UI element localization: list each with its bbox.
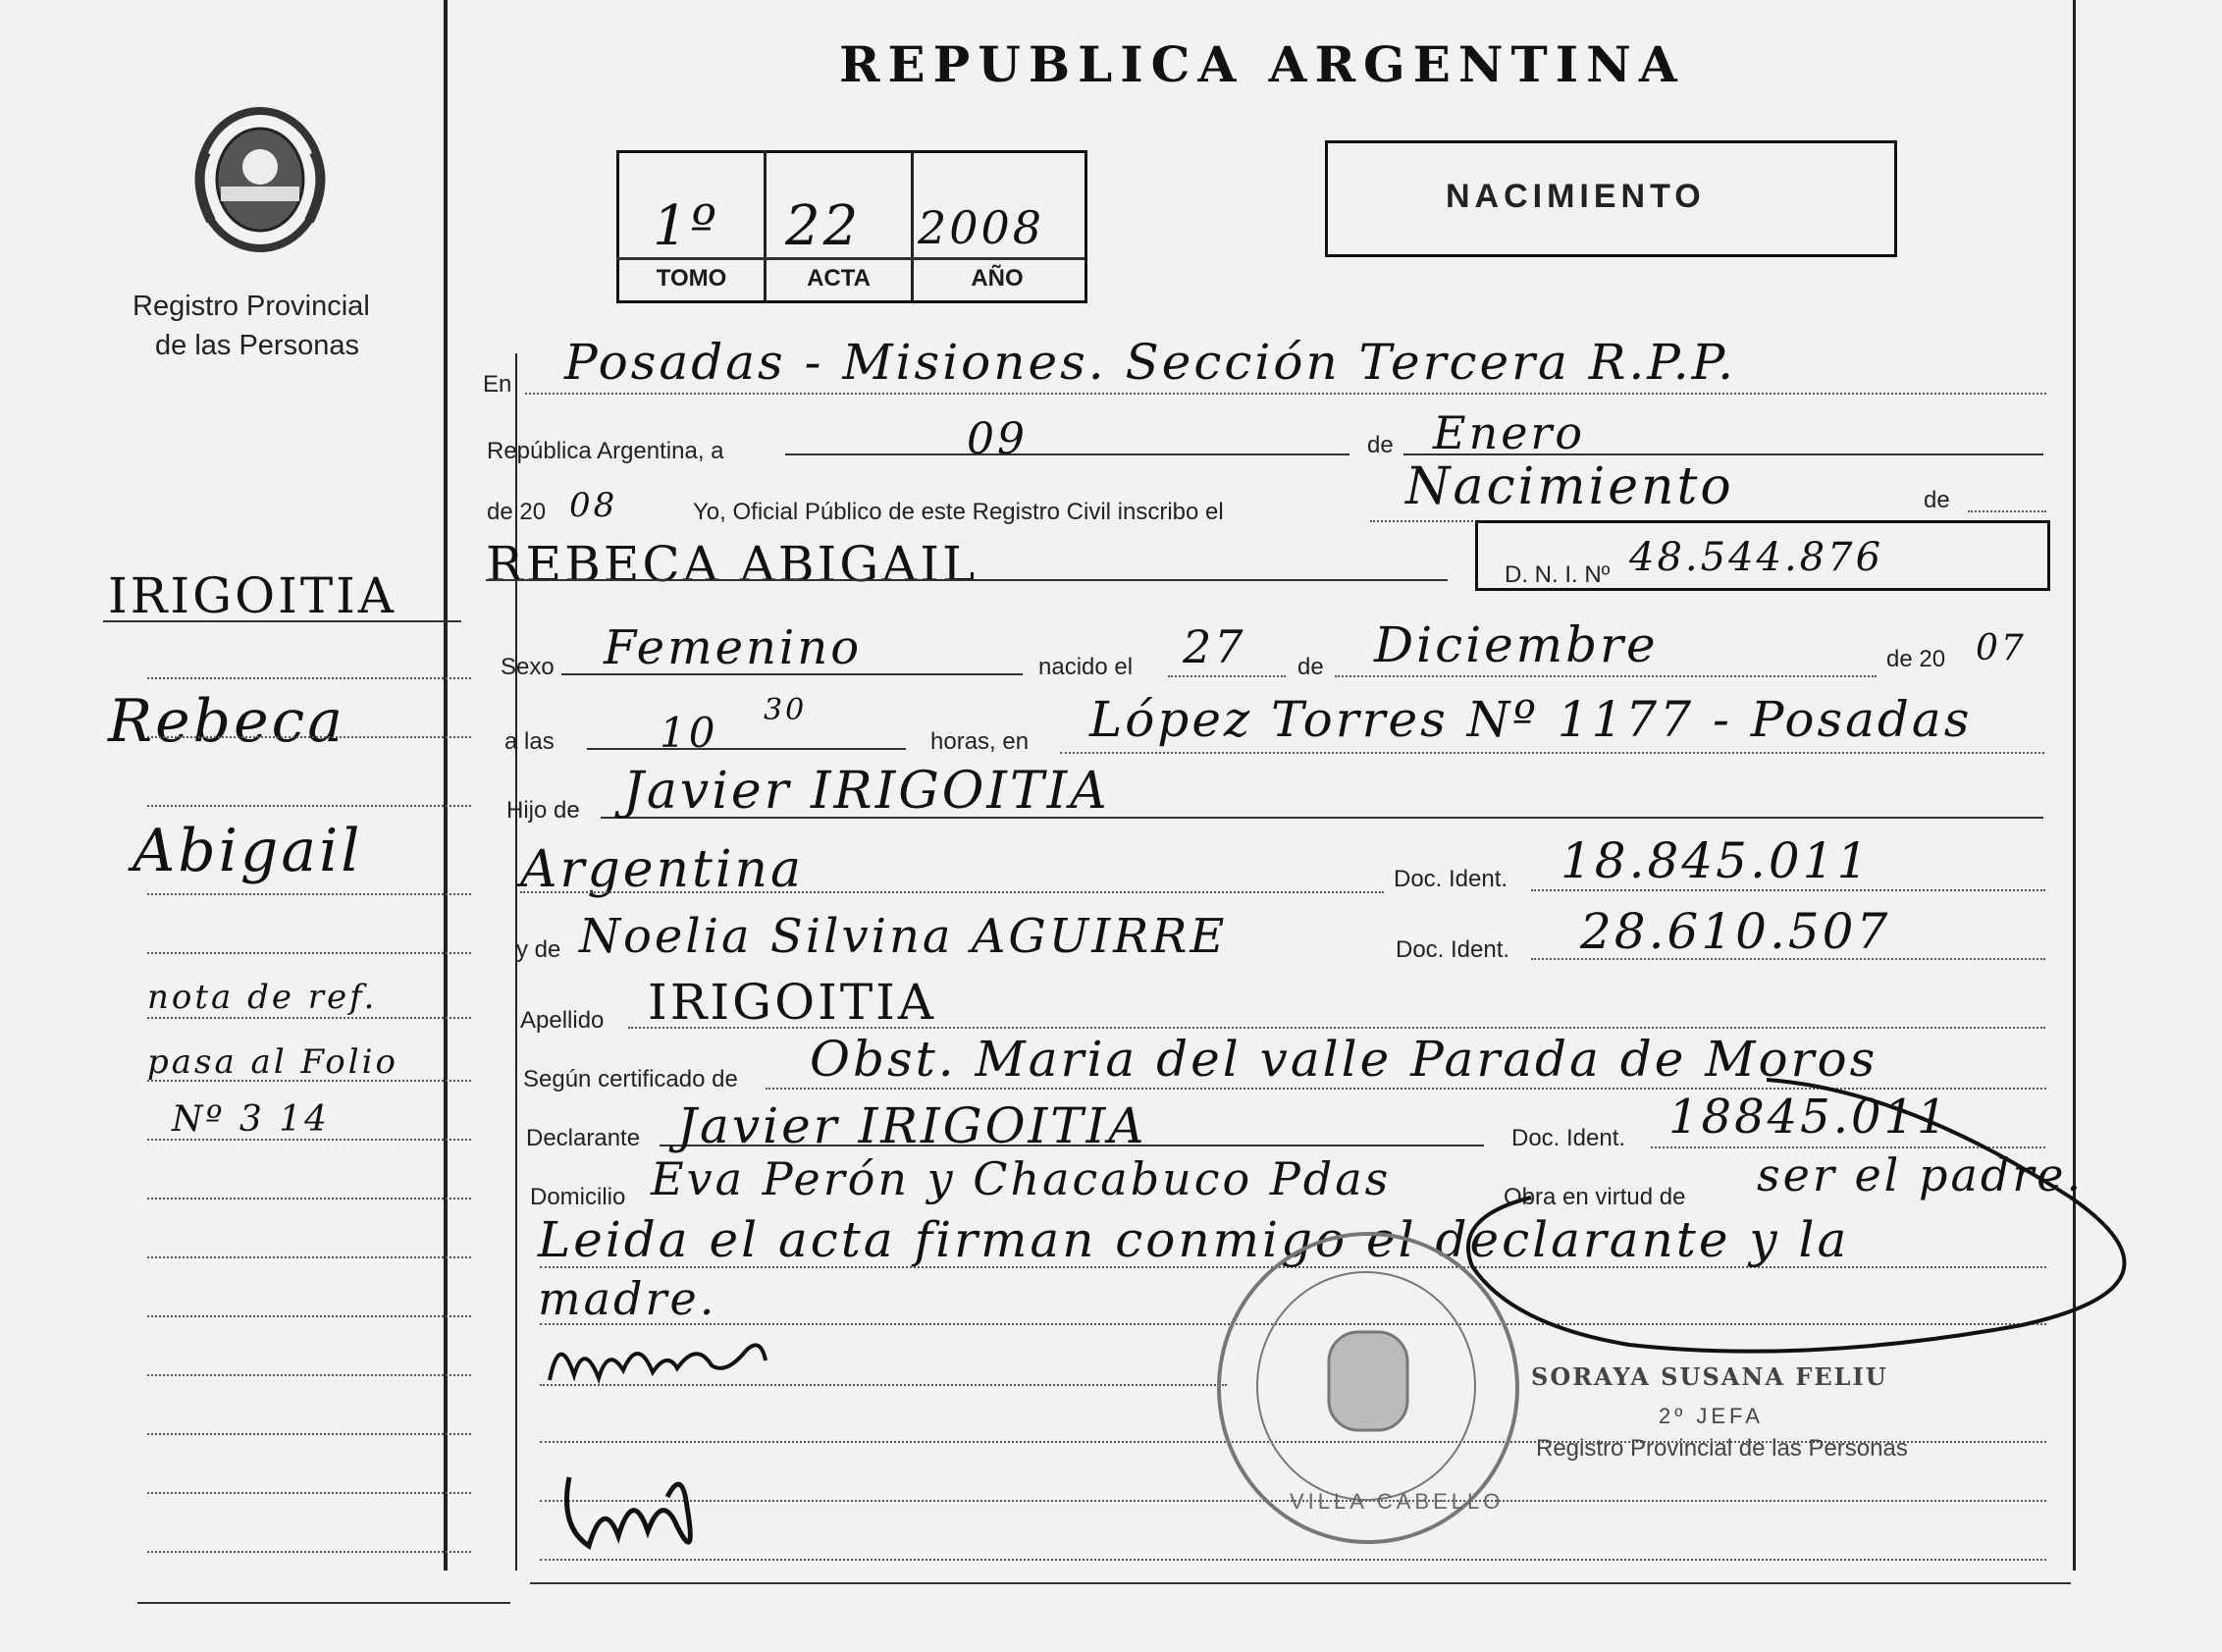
- margin-note-2: pasa al Folio: [147, 1042, 398, 1082]
- margin-line: [147, 736, 471, 738]
- day-line: [785, 453, 1349, 455]
- nationality-line: [520, 891, 1384, 893]
- left-margin-border: [444, 0, 448, 1571]
- note-line-1: Leida el acta firman conmigo el declarante y la: [538, 1211, 1850, 1268]
- hijo-label: Hijo de: [506, 797, 580, 824]
- hour-value: 10: [660, 709, 718, 757]
- en-value: Posadas - Misiones. Sección Tercera R.P.P.: [564, 334, 1737, 391]
- margin-line: [147, 893, 471, 895]
- republica-label: República Argentina, a: [487, 438, 724, 464]
- margin-line: [147, 805, 471, 807]
- apellido-label: Apellido: [520, 1007, 605, 1034]
- margin-note-3: Nº 3 14: [172, 1099, 331, 1140]
- year-value: 08: [569, 486, 618, 525]
- acta-label: ACTA: [807, 265, 871, 292]
- official-seal: [1217, 1232, 1519, 1544]
- margin-line: [147, 677, 471, 679]
- coat-of-arms-icon: [177, 93, 344, 265]
- child-name: REBECA ABIGAIL: [486, 536, 979, 593]
- horas-label: horas, en: [930, 728, 1030, 755]
- place-line: [1060, 752, 2044, 754]
- sexo-value: Femenino: [604, 620, 863, 675]
- day-value: 09: [967, 414, 1028, 464]
- margin-line: [147, 1256, 471, 1258]
- registry-name-line2: de las Personas: [155, 330, 359, 361]
- margin-underline: [103, 620, 461, 622]
- acta-value: 22: [785, 194, 862, 258]
- declarante-label: Declarante: [526, 1125, 641, 1151]
- de20-label-2: de 20: [1886, 646, 1946, 672]
- birth-day-line: [1168, 675, 1286, 677]
- act-value: Nacimiento: [1405, 457, 1734, 516]
- obra-value: ser el padre.: [1757, 1148, 2085, 1201]
- obra-label: Obra en virtud de: [1504, 1184, 1686, 1210]
- seal-emblem-icon: [1319, 1322, 1417, 1440]
- doc-label: Doc. Ident.: [1394, 866, 1508, 892]
- margin-name-2: Abigail: [132, 817, 363, 885]
- hour-line: [587, 748, 906, 750]
- declarante-doc: 18845.011: [1668, 1090, 1950, 1145]
- de-label-3: de: [1297, 654, 1324, 680]
- place-value: López Torres Nº 1177 - Posadas: [1089, 691, 1973, 748]
- margin-name-1: Rebeca: [108, 687, 345, 756]
- child-name-line: [486, 579, 1448, 581]
- margin-line: [147, 1433, 471, 1435]
- yde-label: y de: [516, 936, 561, 963]
- en-line: [525, 393, 2046, 395]
- dni-value: 48.544.876: [1629, 535, 1884, 580]
- father-doc: 18.845.011: [1561, 832, 1872, 889]
- alas-label: a las: [504, 728, 555, 755]
- text-line: [540, 1559, 2046, 1561]
- margin-line: [147, 1374, 471, 1376]
- registry-name-line1: Registro Provincial: [132, 291, 370, 322]
- declarante-value: Javier IRIGOITIA: [677, 1097, 1147, 1154]
- birth-day: 27: [1183, 620, 1246, 673]
- official-org: Registro Provincial de las Personas: [1536, 1435, 1908, 1462]
- father-nationality: Argentina: [520, 840, 804, 899]
- tomo-label: TOMO: [656, 265, 727, 292]
- record-type: NACIMIENTO: [1446, 178, 1706, 215]
- domicilio-value: Eva Perón y Chacabuco Pdas: [651, 1152, 1392, 1205]
- de-label: de: [1367, 432, 1394, 458]
- doc-label-2: Doc. Ident.: [1396, 936, 1510, 963]
- en-label: En: [483, 371, 512, 398]
- bottom-rule-right: [530, 1582, 2071, 1584]
- anio-label: AÑO: [971, 265, 1024, 292]
- signature-declarant: [540, 1321, 795, 1400]
- birth-year: 07: [1976, 628, 2027, 668]
- domicilio-label: Domicilio: [530, 1184, 626, 1210]
- de-label-2: de: [1924, 487, 1950, 513]
- page-title: REPUBLICA ARGENTINA: [839, 35, 1685, 93]
- doc-label-3: Doc. Ident.: [1511, 1125, 1626, 1151]
- dni-label: D. N. I. Nº: [1505, 561, 1611, 588]
- birth-month: Diciembre: [1374, 616, 1659, 673]
- father-name: Javier IRIGOITIA: [623, 762, 1110, 821]
- yo-label: Yo, Oficial Público de este Registro Civil inscribo el: [693, 499, 1224, 525]
- apellido-value: IRIGOITIA: [648, 974, 937, 1031]
- margin-line: [147, 1551, 471, 1553]
- minute-value: 30: [764, 693, 808, 727]
- note-line-2: madre.: [538, 1272, 717, 1325]
- seal-text: VILLA CABELLO: [1290, 1489, 1505, 1514]
- segun-label: Según certificado de: [523, 1066, 738, 1092]
- month-value: Enero: [1433, 406, 1586, 459]
- nacido-label: nacido el: [1038, 654, 1134, 680]
- official-name: SORAYA SUSANA FELIU: [1531, 1362, 1888, 1391]
- act-line-end: [1968, 510, 2046, 512]
- official-title: 2º JEFA: [1659, 1404, 1764, 1428]
- margin-line: [147, 952, 471, 954]
- birth-month-line: [1335, 675, 1877, 677]
- margin-line: [147, 1017, 471, 1019]
- mother-doc: 28.610.507: [1580, 903, 1891, 960]
- de20-label: de 20: [487, 499, 547, 525]
- margin-line: [147, 1492, 471, 1494]
- tomo-value: 1º: [653, 194, 719, 258]
- margin-line: [147, 1198, 471, 1199]
- margin-line: [147, 1315, 471, 1317]
- margin-line: [147, 1139, 471, 1141]
- margin-surname: IRIGOITIA: [108, 567, 397, 624]
- mother-name: Noelia Silvina AGUIRRE: [579, 909, 1228, 964]
- bottom-rule: [137, 1602, 510, 1604]
- margin-line: [147, 1080, 471, 1082]
- sexo-label: Sexo: [501, 654, 555, 680]
- signature-mother: [550, 1438, 726, 1575]
- segun-value: Obst. Maria del valle Parada de Moros: [810, 1031, 1878, 1088]
- anio-value: 2008: [918, 201, 1045, 254]
- margin-note-1: nota de ref.: [147, 978, 378, 1017]
- father-doc-line: [1531, 889, 2045, 891]
